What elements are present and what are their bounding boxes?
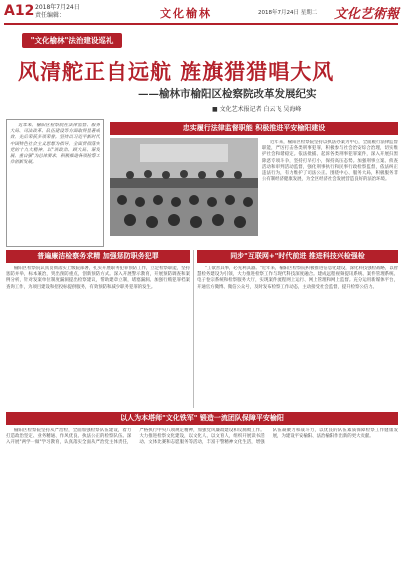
- section-4-text: [6, 428, 398, 556]
- page-info: [35, 4, 80, 20]
- section-3-banner: 同步"互联网+"时代前进 推进科技兴检强检: [197, 250, 398, 263]
- section-2-paragraph: 榆阳区检察院认真贯彻落实上级院部署，扎实开展职务犯罪预防工作，立足检察职能，坚持惩防并举，标本兼治，突出预防重点，创新预防方式。深入开展警示教育，开展预防调查和案例分析，针对发案单位制度漏洞提出检察建议，帮助建章立制，堵塞漏洞。加强行贿犯罪档案查询工作，为项目建设和招投标提供服务，有效预防和减少职务犯罪的发生。: [6, 266, 190, 290]
- issue-date: 2018年7月24日 星期二: [258, 10, 318, 16]
- masthead: [0, 0, 402, 26]
- section-2-text: [6, 266, 190, 406]
- page-info-editor: 责任编辑：: [35, 12, 66, 19]
- section-name: 文化榆林: [160, 7, 212, 20]
- section-1-banner: 忠实履行法律监督职能 积极推进平安榆阳建设: [110, 122, 398, 135]
- intro-paragraph: 近年来，榆阳区检察院在法律监督、服务大局、司法改革、队伍建设等方面取得显著成效，先后荣获多项荣誉。坚持以习近平新时代中国特色社会主义思想为指导，全面贯彻落实党的十九大精神，以"讲政治、顾大局、谋发展、重自强"为总体要求，积极推进各项检察工作创新发展。: [10, 123, 100, 166]
- column-badge: "文化榆林"法治建设巡礼: [22, 33, 122, 48]
- section-3-text: [197, 266, 398, 406]
- section-1-text: [262, 140, 398, 244]
- subheadline: ——榆林市榆阳区检察院改革发展纪实: [138, 88, 317, 100]
- section-4-banner: 以人为本塔师"文化铁军" 锻造一流团队保障平安榆阳: [6, 412, 398, 425]
- meeting-photo: [110, 138, 258, 236]
- meeting-photo-image: [110, 138, 258, 236]
- section-2-banner: 普遍廉洁检察务求精 加强惩防职务犯罪: [6, 250, 190, 263]
- section-1-paragraph: 近年来，榆阳区检察院坚持以执法办案为中心，全面履行法律监督职能，严厉打击各类刑事犯罪，积极参与社会治安综合治理，切实维护社会和谐稳定。依法批捕、起诉各类刑事犯罪案件，深入开展扫黑除恶专项斗争，坚持打早打小，保持高压态势。加强刑事立案、侦查活动和审判活动监督，强化刑事执行和民事行政检察监督，依法纠正违法行为，有力维护了司法公正。围绕中心、服务大局，积极服务非公有制经济健康发展，为全区经济社会发展营造良好的法治环境。: [262, 140, 398, 183]
- intro-box: [6, 119, 104, 247]
- section-4-paragraph: 榆阳区检察院坚持从严治检，全面加强检察队伍建设，着力打造政治坚定、业务精通、作风优良、执法公正的检察队伍。深入开展"两学一做"学习教育，认真落实全面从严治党主体责任，严格执行中央八项规定精神，加强党风廉政建设和反腐败工作。大力推进检察文化建设，以文化人、以文育人，组织开展读书活动、文体比赛和志愿服务等活动，丰富干警精神文化生活，增强队伍凝聚力和战斗力，以优良的队伍素质保障检察工作健康发展，为建设平安榆阳、法治榆阳作出新的更大贡献。: [6, 428, 398, 446]
- paper-logo: 文化艺術報: [334, 7, 400, 22]
- headline: 风清舵正自远航 旌旗猎猎唱大风: [18, 59, 335, 84]
- byline: ■ 文化艺术报记者 白云飞 吴海峰: [212, 106, 302, 113]
- page-number: A12: [4, 3, 35, 19]
- section-3-paragraph: "工欲善其事，必先利其器。"近年来，榆阳区检察院积极推进信息化建设，深化科技强检战略，以智慧检务建设为引领，大力推进检察工作与现代科技深度融合。建成远程视频提讯系统、案件管理系统、电子卷宗系统和检察服务大厅，实现案件流程网上运行、网上管理和网上监督。充分运用新媒体平台，开通官方微博、微信公众号，及时发布检察工作动态，主动接受社会监督，提升检察公信力。: [197, 266, 398, 290]
- column-divider: [193, 250, 194, 408]
- intro-text: [10, 123, 100, 243]
- page-info-date: 2018年7月24日: [35, 4, 80, 11]
- masthead-rule: [4, 23, 398, 25]
